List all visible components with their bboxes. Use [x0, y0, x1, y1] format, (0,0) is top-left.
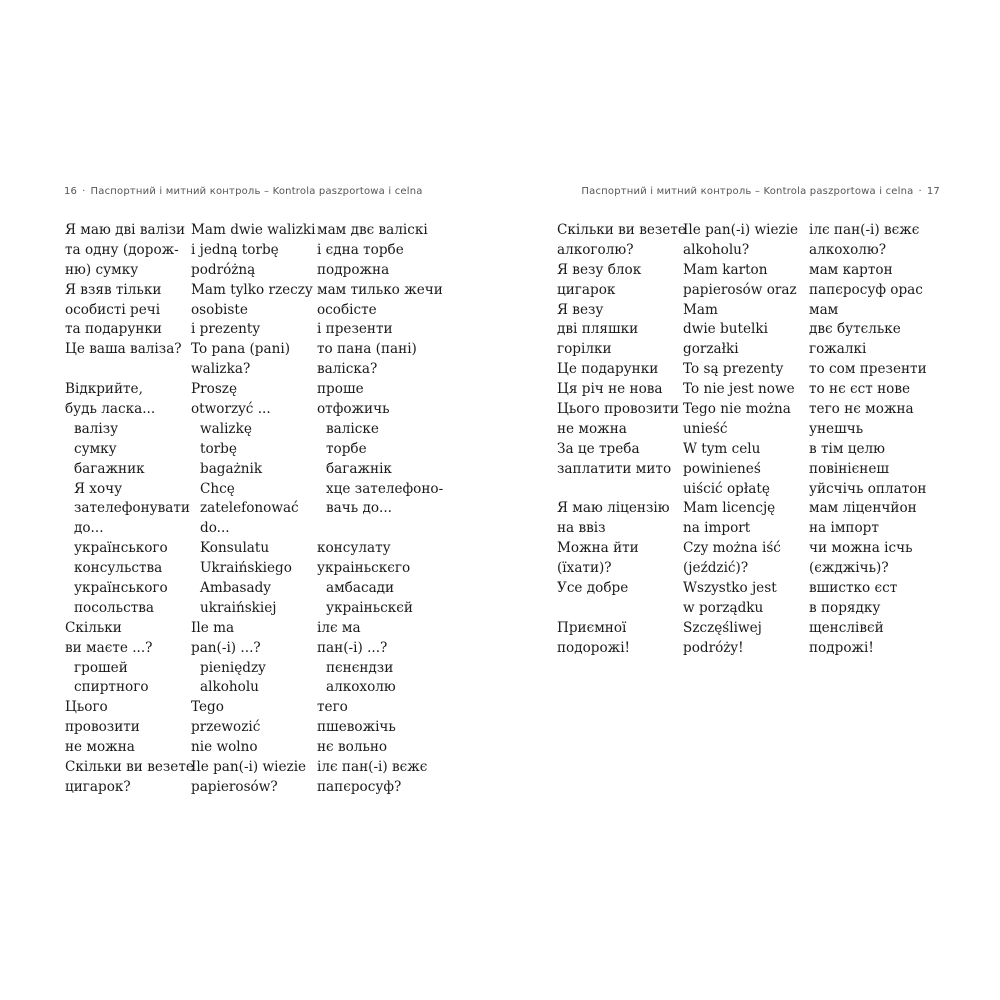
phrase-line: Ile pan(-i) wiezie [191, 759, 307, 776]
phrase-line: Я хочу [74, 480, 123, 497]
phrase-line: украіньскєй [326, 599, 413, 616]
phrase-line: спиртного [74, 679, 149, 696]
phrase-line: walizka? [191, 361, 251, 378]
phrase-line: посольства [74, 599, 154, 616]
phrase-line: powinieneś [683, 460, 761, 477]
phrase-line: Я маю дві валізи [65, 222, 186, 238]
polish-column [683, 221, 798, 659]
page-number: 16 [64, 186, 78, 197]
phrase-line: особісте [317, 301, 377, 318]
phrase-line: проше [317, 381, 364, 398]
phrase-line: папєросуф? [317, 778, 402, 795]
phrase-line: ілє пан(-і) вєжє [809, 222, 920, 238]
phrase-line: отфожичь [317, 401, 390, 418]
phrase-line: заплатити мито [557, 460, 672, 477]
transcription-column [317, 221, 443, 798]
phrase-line: Я везу [557, 301, 604, 318]
phrase-line: Ile ma [191, 619, 235, 636]
phrase-line: Ukraińskiego [200, 560, 292, 577]
phrase-line: тего нє можна [809, 401, 914, 418]
phrase-line: Це ваша валіза? [65, 341, 182, 358]
phrase-line: Цього провозити [557, 401, 679, 418]
phrase-line: в тім целю [809, 440, 885, 457]
phrase-line: мам ліценчйон [809, 500, 917, 517]
phrase-line: To nie jest nowe [683, 381, 795, 398]
phrase-line: мам двє валіскі [317, 222, 428, 238]
phrase-line: подрожна [317, 261, 390, 278]
phrase-line: не можна [65, 739, 135, 756]
phrase-line: подрожі! [809, 639, 874, 656]
phrase-line: папєросуф орас [809, 281, 923, 298]
phrase-line: (jeździć)? [683, 560, 749, 577]
phrase-line: Czy można iść [683, 540, 781, 557]
phrase-line: ню) сумку [65, 261, 139, 278]
phrase-line: валіска? [317, 361, 378, 378]
phrase-line: двє бутєльке [809, 321, 901, 338]
phrase-line: консулату [317, 540, 391, 557]
phrase-line: унешчь [809, 420, 864, 437]
phrase-line: ілє ма [317, 619, 361, 636]
blank-line [557, 480, 686, 500]
phrase-line: przewozić [191, 719, 261, 736]
phrase-line: то нє єст нове [809, 381, 911, 398]
phrase-line: Tego nie można [683, 401, 791, 418]
phrase-line: pan(-i) ...? [191, 639, 261, 656]
phrase-line: багажник [74, 460, 145, 477]
phrase-line: dwie butelki [683, 321, 768, 338]
phrase-line: W tym celu [683, 440, 761, 457]
phrase-line: гожалкі [809, 341, 867, 358]
phrase-line: грошей [74, 659, 128, 676]
phrase-line: дві пляшки [557, 321, 639, 338]
phrase-line: bagażnik [200, 460, 263, 477]
phrase-line: алкоголю? [557, 241, 634, 258]
phrase-line: пшевожічь [317, 719, 396, 736]
phrase-line: пан(-і) ...? [317, 639, 388, 656]
phrase-line: Це подарунки [557, 361, 659, 378]
right-page [500, 0, 1000, 1000]
phrase-line: unieść [683, 420, 728, 437]
phrase-line: то пана (пані) [317, 341, 417, 358]
blank-line [317, 519, 443, 539]
phrase-line: papierosów oraz [683, 281, 797, 298]
phrase-line: To pana (pani) [191, 341, 291, 358]
phrase-line: уйсчічь оплатон [809, 480, 927, 497]
phrase-line: і єдна торбе [317, 241, 404, 258]
phrase-line: ви маєте ...? [65, 639, 153, 656]
phrase-line: вшистко єст [809, 580, 898, 597]
phrase-line: Chcę [200, 480, 235, 497]
phrase-line: ілє пан(-і) вєжє [317, 759, 428, 776]
phrase-line: To są prezenty [683, 361, 784, 378]
phrase-line: особисті речі [65, 301, 161, 318]
page-number: 17 [926, 186, 940, 197]
ukrainian-column [65, 221, 194, 798]
phrase-line: українського [74, 580, 168, 597]
phrase-line: то сом презенти [809, 361, 927, 378]
phrase-line: Ця річ не нова [557, 381, 663, 398]
phrase-line: osobiste [191, 301, 248, 318]
ukrainian-column [557, 221, 686, 659]
phrase-line: не можна [557, 420, 627, 437]
phrase-line: горілки [557, 341, 612, 358]
phrase-line: алкохолю [326, 679, 396, 696]
phrase-line: цигарок [557, 281, 616, 298]
phrase-line: валізу [74, 420, 119, 437]
phrase-line: амбасади [326, 580, 395, 597]
phrase-line: мам тилько жечи [317, 281, 443, 298]
phrase-line: na import [683, 520, 751, 537]
phrase-line: хце зателефоно- [326, 480, 444, 497]
phrase-line: ukraińskiej [200, 599, 277, 616]
phrase-line: Mam licencję [683, 500, 776, 517]
phrase-line: мам [809, 301, 839, 318]
phrase-line: украіньскєго [317, 560, 411, 577]
phrase-line: Ile pan(-i) wiezie [683, 222, 799, 238]
phrase-line: подорожі! [557, 639, 631, 656]
phrase-line: Tego [191, 699, 224, 716]
phrase-line: podróży! [683, 639, 744, 656]
phrase-line: торбе [326, 440, 367, 457]
phrase-line: alkoholu [200, 679, 259, 696]
phrase-line: Я взяв тільки [65, 281, 162, 298]
phrase-line: Konsulatu [200, 540, 270, 557]
phrase-line: (єжджічь)? [809, 560, 889, 577]
phrase-line: Я маю ліцензію [557, 500, 670, 517]
phrase-line: uiścić opłatę [683, 480, 770, 497]
phrase-line: валіске [326, 420, 379, 437]
phrase-line: багажнік [326, 460, 392, 477]
phrase-line: nie wolno [191, 739, 258, 756]
phrase-line: Цього [65, 699, 108, 716]
phrase-line: і презенти [317, 321, 393, 338]
phrase-line: Szczęśliwej [683, 619, 762, 636]
blank-line [65, 360, 194, 380]
phrase-line: Mam karton [683, 261, 768, 278]
running-head-title: Паспортний і митний контроль – Kontrola paszportowa i celna [90, 186, 423, 197]
phrase-line: Можна йти [557, 540, 639, 557]
phrase-line: мам картон [809, 261, 893, 278]
phrase-line: (їхати)? [557, 560, 612, 577]
phrase-line: Mam [683, 301, 718, 318]
phrase-line: сумку [74, 440, 117, 457]
phrase-line: алкохолю? [809, 241, 887, 258]
right-running-head [581, 186, 940, 197]
polish-column [191, 221, 315, 798]
phrase-line: Усе добре [557, 580, 629, 597]
phrase-line: до... [74, 520, 104, 537]
phrase-line: Ambasady [200, 580, 271, 597]
phrase-line: alkoholu? [683, 241, 750, 258]
phrase-line: зателефонувати [74, 500, 190, 517]
phrase-line: Скільки ви везете [557, 222, 686, 238]
phrase-line: нє вольно [317, 739, 388, 756]
phrase-line: Proszę [191, 381, 238, 398]
phrase-line: Приємної [557, 619, 627, 636]
transcription-column [809, 221, 927, 659]
phrase-line: пєнєндзи [326, 659, 394, 676]
phrase-line: будь ласка... [65, 401, 156, 418]
phrase-line: torbę [200, 440, 237, 457]
phrase-line: otworzyć ... [191, 401, 271, 418]
phrase-line: Скільки ви везете [65, 759, 194, 776]
phrase-line: w porządku [683, 599, 764, 616]
phrase-line: i jedną torbę [191, 241, 279, 258]
phrase-line: чи можна ісчь [809, 540, 913, 557]
phrase-line: podróżną [191, 261, 256, 278]
phrase-line: do... [200, 520, 230, 537]
left-running-head [64, 186, 423, 197]
phrase-line: Відкрийте, [65, 381, 143, 398]
phrase-line: консульства [74, 560, 163, 577]
phrase-line: walizkę [200, 420, 252, 437]
phrase-line: Mam tylko rzeczy [191, 281, 313, 298]
running-head-title: Паспортний і митний контроль – Kontrola paszportowa i celna [581, 186, 914, 197]
phrase-line: Mam dwie walizki [191, 222, 316, 238]
phrase-line: повінієнеш [809, 460, 890, 477]
phrase-line: gorzałki [683, 341, 739, 358]
separator-dot: · [918, 186, 922, 197]
phrase-line: тего [317, 699, 348, 716]
separator-dot: · [82, 186, 86, 197]
phrase-line: За це треба [557, 440, 640, 457]
phrase-line: Скільки [65, 619, 122, 636]
phrase-line: i prezenty [191, 321, 261, 338]
phrase-line: на імпорт [809, 520, 879, 537]
phrase-line: Я везу блок [557, 261, 642, 278]
phrase-line: щенслівєй [809, 619, 884, 636]
phrase-line: та подарунки [65, 321, 162, 338]
phrase-line: papierosów? [191, 778, 278, 795]
phrase-line: та одну (дорож- [65, 241, 179, 258]
phrase-line: zatelefonować [200, 500, 299, 517]
phrase-line: українського [74, 540, 168, 557]
phrase-line: цигарок? [65, 778, 131, 795]
blank-line [557, 599, 686, 619]
phrase-line: в порядку [809, 599, 881, 616]
phrase-line: Wszystko jest [683, 580, 777, 597]
phrase-line: вачь до... [326, 500, 392, 517]
phrase-line: провозити [65, 719, 140, 736]
phrase-line: pieniędzy [200, 659, 266, 676]
phrase-line: на ввіз [557, 520, 606, 537]
